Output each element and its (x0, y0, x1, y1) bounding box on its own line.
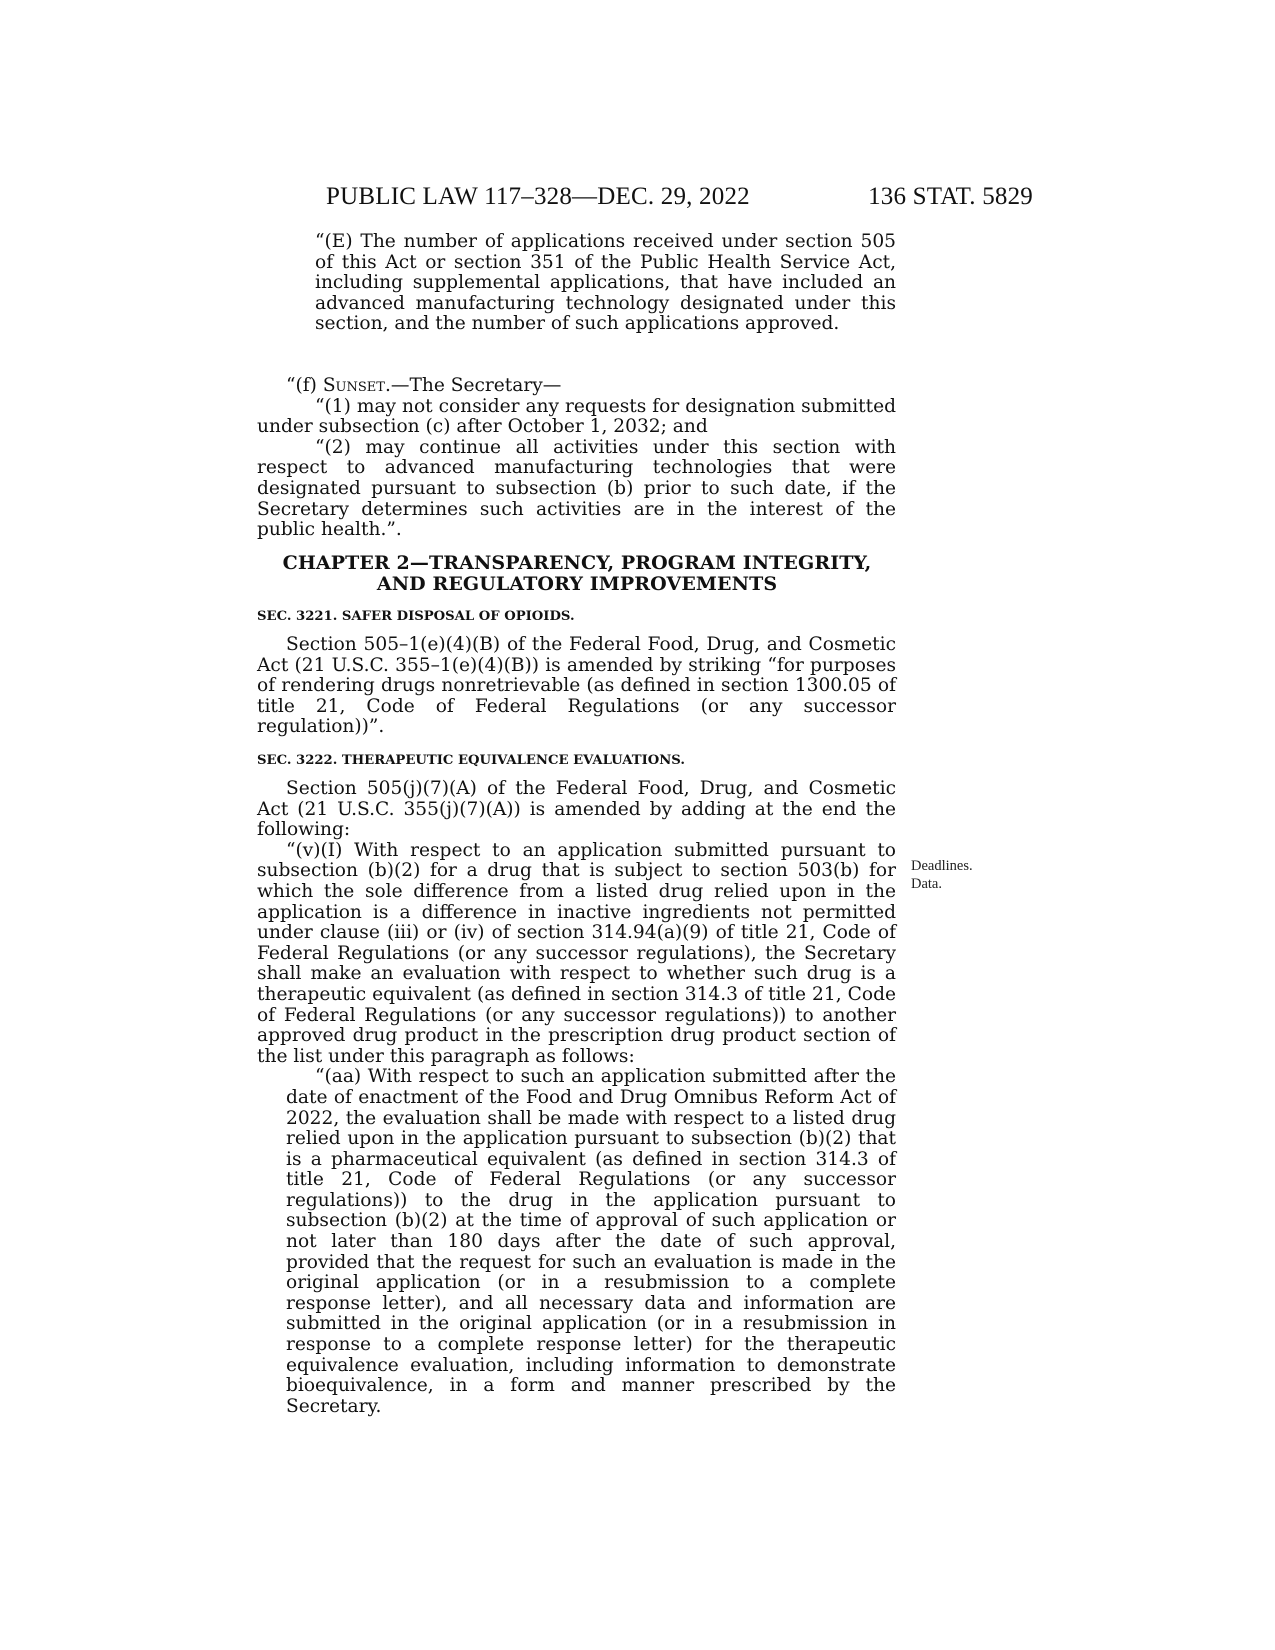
section-3221-body (257, 635, 896, 738)
section-3222-body (257, 779, 896, 1417)
margin-notes (911, 857, 1031, 893)
running-head-title: PUBLIC LAW 117–328—DEC. 29, 2022 (326, 183, 750, 210)
sunset-heading (257, 376, 896, 397)
margin-note-data: Data. (911, 876, 942, 892)
chapter-heading-line-1: CHAPTER 2—TRANSPARENCY, PROGRAM INTEGRITY, (282, 552, 872, 574)
subclause-aa-text: “(aa) With respect to such an application submitted after the date of enactment of the Food and Drug Omnibus Reform Act of 2022, the evaluation shall be made with respect to a listed drug relied upon in the application pursuant to subsection (b)(2) that is a pharmaceutical equivalent (as defined in section 314.3 of title 21, Code of Federal Regulations (or any successor regulations)) to the drug in the application pursuant to subsection (b)(2) at the time of approval of such application or not later than 180 days after the date of such approval, provided that the request for such an evaluation is made in the original application (or in a resubmission to a complete response letter), and all necessary data and information are submitted in the original application (or in a resubmission in response to a complete response letter) for the therapeutic equivalence evaluation, including information to demonstrate bioequivalence, in a form and manner prescribed by the Secretary. (286, 1066, 896, 1417)
subclause-aa (257, 1067, 896, 1417)
sunset-rest: .—The Secretary— (384, 375, 562, 396)
chapter-heading (250, 553, 904, 595)
section-3222-intro: Section 505(j)(7)(A) of the Federal Food, Drug, and Cosmetic Act (21 U.S.C. 355(j)(7)(A)) is amended by adding at the end the following: (257, 778, 896, 841)
page-header (0, 183, 1275, 215)
section-3221-heading: SEC. 3221. SAFER DISPOSAL OF OPIOIDS. (257, 609, 575, 624)
sunset-prefix: “(f) (286, 375, 323, 396)
sunset-item-2: “(2) may continue all activities under this section with respect to advanced manufacturing technologies that were designated pursuant to subsection (b) prior to such date, if the Secretary determines such activities are in the interest of the public health.”. (257, 436, 896, 541)
paragraph-e-text: “(E) The number of applications received under section 505 of this Act or section 351 of the Public Health Service Act, including supplemental applications, that have included an advanced manufacturing technology designated under this section, and the number of such applications approved. (315, 231, 896, 335)
margin-note-deadlines: Deadlines. (911, 858, 973, 874)
clause-v-I: “(v)(I) With respect to an application submitted pursuant to subsection (b)(2) for a drug that is subject to section 503(b) for which the sole difference from a listed drug relied upon in the application is a difference in inactive ingredients not permitted under clause (iii) or (iv) of section 314.94(a)(9) of title 21, Code of Federal Regulations (or any successor regulations), the Secretary shall make an evaluation with respect to whether such drug is a therapeutic equivalent (as defined in section 314.3 of title 21, Code of Federal Regulations (or any successor regulations)) to another approved drug product in the prescription drug product section of the list under this paragraph as follows: (257, 839, 896, 1067)
sunset-item-1: “(1) may not consider any requests for designation submitted under subsection (c) after October 1, 2032; and (257, 395, 896, 438)
sunset-label: Sunset (322, 375, 385, 396)
section-3221-text: Section 505–1(e)(4)(B) of the Federal Food, Drug, and Cosmetic Act (21 U.S.C. 355–1(e)(4)(B)) is amended by striking “for purposes of rendering drugs nonretrievable (as defined in section 1300.05 of title 21, Code of Federal Regulations (or any successor regulation))”. (257, 634, 896, 738)
page-folio: 136 STAT. 5829 (868, 183, 1033, 210)
paragraph-e (257, 232, 896, 335)
chapter-heading-line-2: AND REGULATORY IMPROVEMENTS (376, 573, 778, 595)
section-3222-heading: SEC. 3222. THERAPEUTIC EQUIVALENCE EVALUATIONS. (257, 753, 685, 768)
sunset-section (257, 376, 896, 541)
